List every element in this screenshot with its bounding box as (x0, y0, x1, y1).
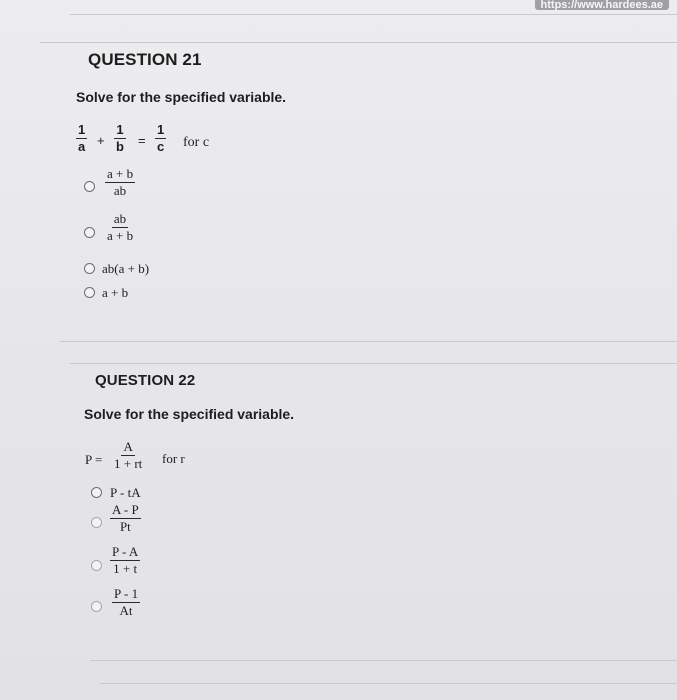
q21-option-3-radio[interactable] (84, 263, 95, 274)
question-22-prompt: Solve for the specified variable. (84, 406, 295, 422)
eq21-plus: + (97, 133, 105, 148)
q22-option-4-radio[interactable] (91, 601, 102, 612)
question-21-title: QUESTION 21 (88, 50, 202, 69)
browser-url[interactable]: https://www.hardees.ae (535, 0, 669, 10)
q21-option-2-fraction: $\frac{ab}{a + b}$ (107, 211, 134, 243)
question-22-title: QUESTION 22 (95, 372, 196, 389)
q22-option-4-fraction: $\frac{P - 1}{At}$ (114, 586, 139, 618)
eq21-fraction-1: $\frac{1}{a}$ (78, 122, 86, 154)
eq21-equals: = (138, 133, 146, 148)
eq22-for-r: for r (162, 451, 185, 466)
eq22-lhs: P = (85, 452, 103, 467)
divider-q22-bottom (90, 660, 677, 661)
q21-option-1-fraction: $\frac{a + b}{ab}$ (107, 166, 134, 198)
q21-option-3-label: ab(a + b) (102, 261, 150, 276)
divider-top (70, 14, 677, 15)
q22-option-2-radio[interactable] (91, 517, 102, 528)
question-21-prompt: Solve for the specified variable. (76, 89, 287, 105)
eq21-fraction-3: $\frac{1}{c}$ (157, 122, 165, 154)
divider-q23-top (100, 683, 677, 684)
q22-option-1-radio[interactable] (91, 487, 102, 498)
q21-option-4-radio[interactable] (84, 287, 95, 298)
q22-option-3-radio[interactable] (91, 560, 102, 571)
q22-option-2-fraction: $\frac{A - P}{Pt}$ (112, 502, 139, 534)
q22-option-3-fraction: $\frac{P - A}{1 + t}$ (112, 544, 139, 576)
q22-option-1-label: P - tA (110, 485, 141, 500)
divider-q21-top (40, 42, 677, 43)
eq22-fraction: $\frac{A}{1 + rt}$ (114, 439, 143, 471)
q21-option-4-label: a + b (102, 285, 129, 300)
q21-option-2-radio[interactable] (84, 227, 95, 238)
q21-option-1-radio[interactable] (84, 181, 95, 192)
eq21-for-c: for c (183, 135, 210, 150)
eq21-fraction-2: $\frac{1}{b}$ (116, 122, 124, 154)
divider-q22-top (70, 363, 677, 364)
divider-q21-bottom (60, 341, 677, 342)
